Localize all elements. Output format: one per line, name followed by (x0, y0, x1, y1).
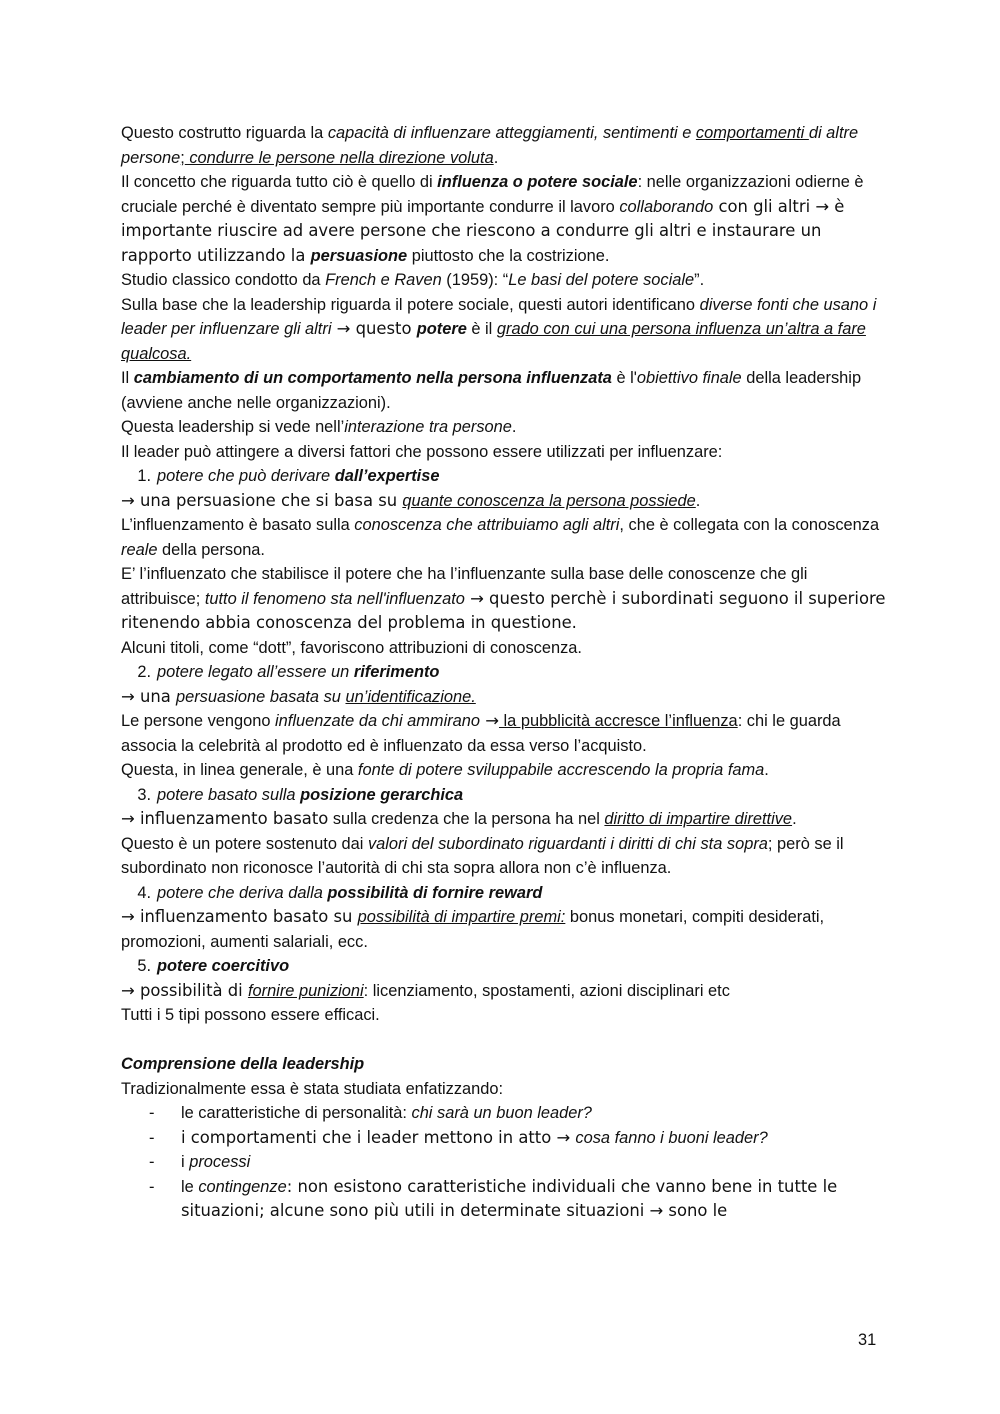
heading-text: Comprensione della leadership (121, 1055, 365, 1073)
text: → questo perchè i subordinati seguono il superiore ritenendo abbia conoscenza del problema in questione. (121, 588, 886, 632)
paragraph-influenced-role (121, 562, 891, 636)
text-italic-underlined: un’identificazione. (345, 687, 476, 706)
text-italic: capacità di influenzare atteggiamenti, sentimenti e (327, 124, 696, 142)
bullet-dash: - (149, 1153, 155, 1171)
list-item-expertise (121, 464, 891, 489)
text-bold-italic: possibilità di fornire reward (327, 883, 543, 902)
text: Questo è un potere sostenuto dai (121, 834, 368, 853)
list-item-text (151, 464, 891, 489)
text: bonus monetari, compiti desiderati, promozioni, aumenti salariali, ecc. (121, 908, 825, 951)
text: della leadership (avviene anche nelle organizzazioni). (121, 369, 862, 412)
text: è il (466, 320, 497, 338)
paragraph-admiration (121, 709, 891, 758)
text: le (181, 1177, 199, 1196)
paragraph-all-effective: Tutti i 5 tipi possono essere efficaci. (121, 1006, 380, 1024)
text: . (792, 810, 797, 828)
text: Questa leadership si vede nell’ (121, 418, 345, 436)
list-number: 1. (137, 467, 151, 485)
text-italic: persuasione basata su (175, 687, 346, 706)
text-bold-italic: cambiamento di un comportamento nella persona influenzata (133, 369, 612, 387)
bullet-text (181, 1175, 891, 1224)
list-item-coercive (121, 954, 891, 979)
bullet-item-personality (121, 1101, 891, 1126)
paragraph-behavior-change (121, 366, 891, 415)
text: i comportamenti che i leader mettono in atto → (181, 1127, 576, 1147)
paragraph-french-raven (121, 268, 891, 293)
list-item-text (151, 783, 891, 808)
text-italic: conoscenza che attribuiamo agli altri (354, 516, 620, 534)
page-number: 31 (858, 1331, 877, 1349)
text-bold-italic: persuasione (310, 246, 408, 265)
paragraph-social-influence (121, 170, 891, 268)
text: è l' (611, 369, 637, 387)
document-body (121, 121, 891, 1224)
list-number: 3. (137, 785, 151, 804)
bullet-text (181, 1150, 891, 1175)
text-bold-italic: dall’expertise (334, 467, 440, 485)
paragraph-identification (121, 685, 891, 710)
paragraph-interaction (121, 415, 891, 440)
bullet-item-behaviors (121, 1126, 891, 1151)
text-bold-italic: potere (416, 320, 467, 338)
text: (1959): “ (441, 271, 509, 289)
bullet-text (181, 1101, 891, 1126)
paragraph-traditional-study: Tradizionalmente essa è stata studiata enfatizzando: (121, 1079, 504, 1098)
paragraph-leader-factors: Il leader può attingere a diversi fattori che possono essere utilizzati per influenzare: (121, 442, 723, 461)
text: : licenziamento, spostamenti, azioni disciplinari etc (363, 981, 730, 1000)
text: della persona. (157, 540, 265, 559)
paragraph-power-sources (121, 293, 891, 367)
text-italic-underlined: condurre le persone nella direzione voluta (184, 148, 494, 167)
text-italic: processi (189, 1153, 251, 1171)
text: Questo costrutto riguarda la (121, 124, 328, 142)
text: → (480, 711, 499, 730)
paragraph-fame (121, 758, 891, 783)
text: : non esistono caratteristiche individuali che vanno bene in tutte le situazioni; alcune sono più utili in determinate situazioni → sono le (181, 1176, 838, 1220)
text-italic: cosa fanno i buoni leader? (575, 1128, 768, 1147)
bullet-item-processes (121, 1150, 891, 1175)
text-italic-underlined: diritto di impartire direttive (604, 810, 793, 828)
text: → possibilità di (121, 980, 248, 1000)
list-number: 5. (137, 957, 151, 975)
list-item-hierarchy (121, 783, 891, 808)
text: . (764, 761, 769, 779)
text: : nelle organizzazioni odierne è cruciale perché è diventato sempre più importante condurre il lavoro (121, 173, 864, 216)
bullet-text (181, 1126, 891, 1151)
paragraph-directives (121, 807, 891, 832)
list-item-text (151, 881, 891, 906)
text: → influenzamento basato (121, 809, 329, 828)
text-italic: potere che deriva dalla (157, 883, 328, 902)
text: Studio classico condotto da (121, 271, 326, 289)
list-item-reference (121, 660, 891, 685)
text-italic: potere che può derivare (157, 467, 335, 485)
text-italic-underlined: grado con cui una persona influenza un’altra a fare qualcosa. (121, 320, 866, 363)
text-bold-italic: riferimento (353, 663, 440, 681)
text-italic-underlined: fornire punizioni (247, 981, 364, 1000)
text: : chi le guarda associa la celebrità al prodotto ed è influenzato da essa verso l’acquisto. (121, 712, 841, 755)
bullet-dash: - (149, 1128, 155, 1147)
text-italic: valori del subordinato riguardanti i diritti di chi sta sopra (367, 834, 768, 853)
text-italic-underlined: comportamenti (695, 124, 809, 142)
text-italic: diverse fonti che usano i leader per influenzare gli altri (121, 295, 877, 338)
bullet-dash: - (149, 1177, 155, 1196)
text-underlined: ; (180, 148, 185, 167)
text-bold-italic: influenza o potere sociale (437, 173, 638, 191)
text-bold-italic: potere coercitivo (157, 957, 290, 975)
text-italic-underlined: possibilità di impartire premi: (357, 908, 566, 926)
text-italic: reale (121, 540, 158, 559)
paragraph-titles: Alcuni titoli, come “dott”, favoriscono attribuzioni di conoscenza. (121, 638, 582, 657)
list-item-text (151, 954, 891, 979)
text-italic-underlined: quante conoscenza la persona possiede (402, 491, 696, 510)
text: → influenzamento basato su (121, 907, 358, 926)
text: → questo (331, 319, 417, 338)
text: Le persone vengono (121, 712, 276, 730)
text: i (181, 1153, 190, 1171)
paragraph-attributed-knowledge (121, 513, 891, 562)
text-italic: collaborando (619, 197, 714, 216)
paragraph-punishments (121, 979, 891, 1004)
text: Questa, in linea generale, è una (121, 761, 358, 779)
bullet-dash: - (149, 1104, 155, 1122)
paragraph-subordinate-values (121, 832, 891, 881)
list-number: 2. (137, 663, 151, 681)
text: . (695, 491, 701, 510)
text: E’ l’influenzato che stabilisce il potere che ha l’influenzante sulla base delle conoscenze che gli attribuisce; (121, 565, 808, 608)
paragraph-construct-definition (121, 121, 891, 170)
paragraph-expertise-persuasion (121, 489, 891, 514)
text: Il concetto che riguarda tutto ciò è quello di (121, 173, 438, 191)
text-italic: potere legato all’essere un (157, 663, 354, 681)
list-item-text (151, 660, 891, 685)
text: Sulla base che la leadership riguarda il potere sociale, questi autori identificano (121, 295, 700, 314)
bullet-item-contingencies (121, 1175, 891, 1224)
text-italic: obiettivo finale (636, 369, 742, 387)
text-italic: chi sarà un buon leader? (411, 1104, 592, 1122)
text-italic: French e Raven (325, 271, 442, 289)
text-italic: interazione tra persone (344, 418, 512, 436)
text: con gli altri → è importante riuscire ad avere persone che riescono a condurre gli altri e instaurare un rapporto utilizzando la (121, 196, 845, 265)
list-number: 4. (137, 883, 151, 902)
text-bold-italic: posizione gerarchica (300, 785, 464, 804)
section-heading (121, 1052, 891, 1077)
text-italic: potere basato sulla (157, 785, 301, 804)
text: Il (121, 369, 134, 387)
text: . (511, 418, 517, 436)
text: sulla credenza che la persona ha nel (328, 810, 605, 828)
text-italic: tutto il fenomeno sta nell'influenzato (204, 589, 465, 608)
text: ”. (694, 271, 705, 289)
text-italic: influenzate da chi ammirano (275, 712, 481, 730)
spacer (121, 1028, 891, 1053)
text-italic: fonte di potere sviluppabile accrescendo la propria fama (357, 761, 765, 779)
text: L’influenzamento è basato sulla (121, 516, 355, 534)
text: ; però se il subordinato non riconosce l’autorità di chi sta sopra allora non c’è influenza. (121, 834, 844, 877)
paragraph-rewards (121, 905, 891, 954)
text: → una (121, 686, 176, 706)
text: . (493, 148, 499, 167)
text-italic: di altre persone (121, 124, 859, 167)
text-italic: contingenze (198, 1177, 287, 1196)
list-item-reward (121, 881, 891, 906)
text: , che è collegata con la conoscenza (619, 516, 880, 534)
text: → una persuasione che si basa su (121, 490, 403, 510)
text: le caratteristiche di personalità: (181, 1104, 412, 1122)
text-italic: Le basi del potere sociale (508, 271, 695, 289)
text-underlined: la pubblicità accresce l’influenza (498, 712, 738, 730)
text: piuttosto che la costrizione. (407, 246, 610, 265)
